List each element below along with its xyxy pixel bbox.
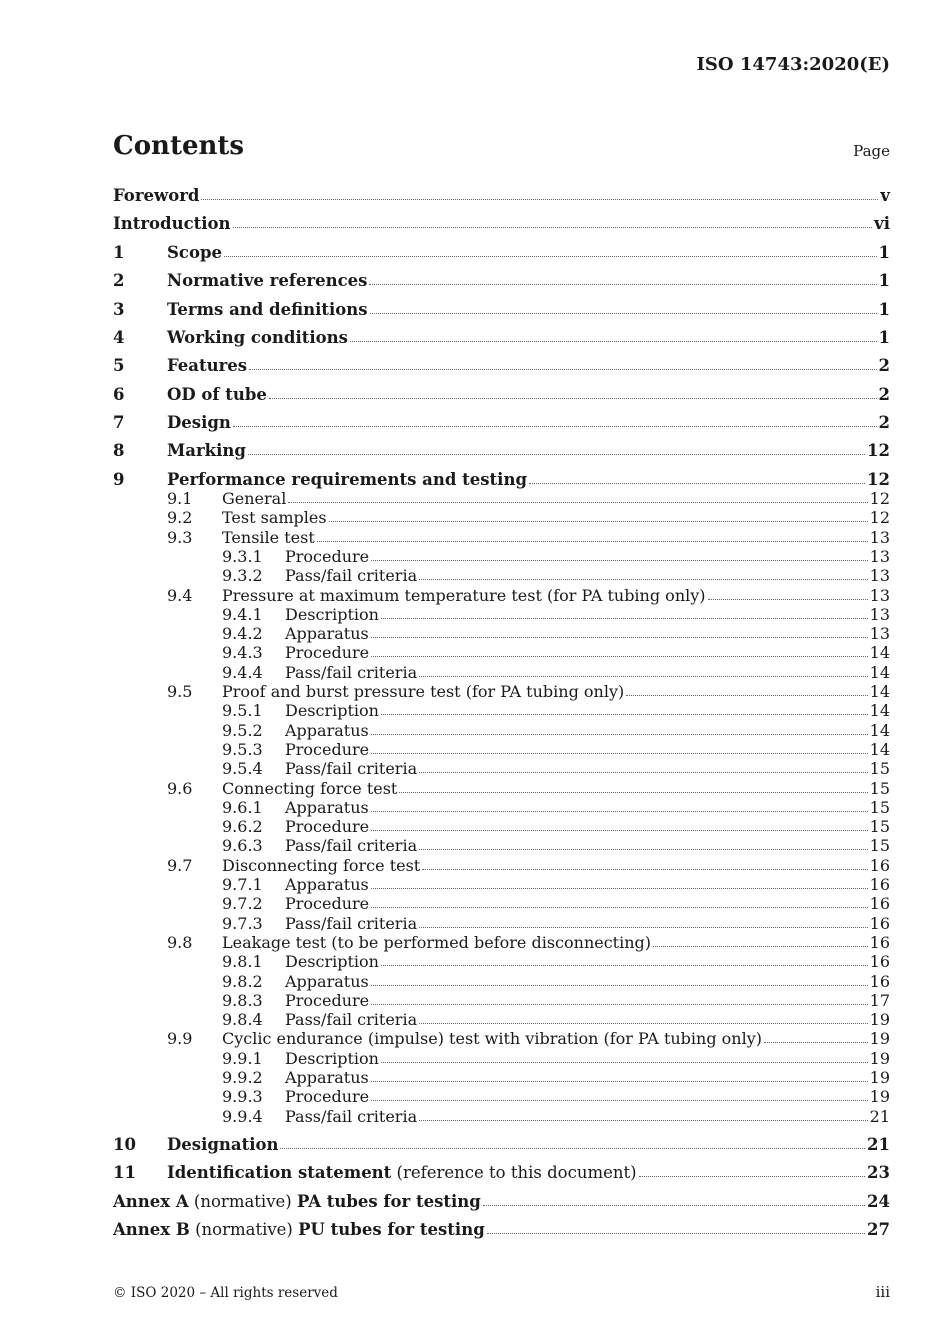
toc-entry-number: 9.9.3 xyxy=(222,1087,263,1107)
dot-leader xyxy=(371,636,868,638)
toc-entry-title xyxy=(285,914,417,934)
toc-entry-number: 4 xyxy=(113,328,125,347)
dot-leader xyxy=(288,501,867,503)
toc-entry-page: 23 xyxy=(867,1163,890,1183)
toc-entry-title-text: Pressure at maximum temperature test (for PA tubing only) xyxy=(222,585,706,605)
dot-leader xyxy=(371,733,868,735)
toc-entry-number: 9.3.1 xyxy=(222,546,263,566)
toc-entry-title-text: Pass/fail criteria xyxy=(285,1106,418,1126)
toc-entry[interactable] xyxy=(113,1220,890,1240)
toc-entry-title xyxy=(113,1220,485,1240)
toc-entry-annex-title: PA tubes for testing xyxy=(296,1191,481,1211)
toc-entry-page: 1 xyxy=(878,328,890,347)
toc-entry-title-text: Marking xyxy=(167,441,246,460)
toc-entry-title-text: Pass/fail criteria xyxy=(285,759,418,779)
toc-entry-page: 16 xyxy=(869,971,890,991)
toc-entry-title xyxy=(285,605,379,625)
document-id: ISO 14743:2020(E) xyxy=(696,54,890,75)
toc-entry-number: 9.3 xyxy=(167,527,193,547)
toc-entry-title-text: Apparatus xyxy=(285,720,369,740)
dot-leader xyxy=(626,694,867,696)
toc-entry-title xyxy=(167,356,247,376)
toc-entry-title-text: Proof and burst pressure test (for PA tubing only) xyxy=(222,682,625,701)
toc-entry-number: 9.9.4 xyxy=(222,1106,263,1126)
toc-entry-title xyxy=(222,856,420,876)
dot-leader xyxy=(249,368,876,370)
toc-entry-annex-title: PU tubes for testing xyxy=(298,1220,485,1240)
toc-entry-title xyxy=(222,1029,762,1049)
toc-entry-page: 16 xyxy=(869,875,890,894)
toc-entry-page: 14 xyxy=(869,662,890,682)
toc-entry-page: 14 xyxy=(869,720,890,740)
toc-entry-title-text: Normative references xyxy=(167,271,368,290)
toc-entry-title-text: Annex B xyxy=(113,1220,190,1240)
toc-entry-title xyxy=(285,1049,379,1069)
toc-entry-number: 9.1 xyxy=(167,489,193,508)
toc-entry-page: 2 xyxy=(878,385,890,404)
dot-leader xyxy=(764,1041,868,1043)
toc-entry-page: 1 xyxy=(878,300,890,319)
toc-entry[interactable] xyxy=(113,643,890,663)
toc-entry-page: 16 xyxy=(869,894,890,914)
toc-entry[interactable] xyxy=(113,356,890,376)
toc-entry-title-text: Procedure xyxy=(285,990,370,1010)
toc-entry-number: 9.6.3 xyxy=(222,836,263,856)
toc-entry-title-text: Procedure xyxy=(285,817,370,837)
toc-entry-number: 3 xyxy=(113,300,125,319)
dot-leader xyxy=(708,598,868,600)
toc-entry-title xyxy=(285,759,417,779)
dot-leader xyxy=(248,453,865,455)
dot-leader xyxy=(371,1080,868,1082)
toc-entry-title-text: Apparatus xyxy=(285,971,369,991)
toc-entry[interactable] xyxy=(113,243,890,263)
toc-entry-number: 6 xyxy=(113,385,125,404)
dot-leader xyxy=(529,482,865,484)
toc-entry[interactable] xyxy=(113,836,890,856)
toc-entry[interactable] xyxy=(113,663,890,683)
toc-entry-title xyxy=(285,721,369,741)
toc-entry[interactable] xyxy=(113,856,890,876)
toc-entry-title xyxy=(167,385,267,405)
toc-entry[interactable] xyxy=(113,586,890,606)
toc-entry-title xyxy=(167,441,246,461)
toc-entry[interactable] xyxy=(113,1107,890,1127)
toc-entry[interactable] xyxy=(113,721,890,741)
toc-entry-title xyxy=(222,779,397,799)
toc-entry-number: 9.8.3 xyxy=(222,990,263,1010)
toc-entry-number: 9.4 xyxy=(167,585,193,605)
toc-entry-page: 15 xyxy=(869,836,890,856)
dot-leader xyxy=(487,1232,865,1234)
toc-entry-title-text: Pass/fail criteria xyxy=(285,1010,418,1030)
toc-entry-annex-type: (normative) xyxy=(189,1220,299,1240)
toc-entry[interactable] xyxy=(113,624,890,644)
toc-entry-title xyxy=(222,528,315,548)
toc-entry-title xyxy=(285,972,369,992)
toc-entry-number: 9.6.1 xyxy=(222,797,263,817)
toc-entry-title xyxy=(285,1010,417,1030)
toc-entry-page: 21 xyxy=(869,1106,890,1126)
toc-entry-page: 13 xyxy=(869,546,890,566)
toc-entry-title-text: Introduction xyxy=(113,214,231,233)
toc-entry[interactable] xyxy=(113,1029,890,1049)
dot-leader xyxy=(371,1099,868,1101)
dot-leader xyxy=(371,559,868,561)
toc-entry-page: 27 xyxy=(867,1220,890,1240)
toc-entry[interactable] xyxy=(113,566,890,586)
dot-leader xyxy=(639,1175,865,1177)
toc-entry-page: 19 xyxy=(869,1087,890,1107)
toc-entry-page: 15 xyxy=(869,797,890,817)
toc-entry-number: 9.8.2 xyxy=(222,971,263,991)
toc-entry-title xyxy=(222,586,706,606)
toc-entry-title xyxy=(285,740,369,760)
toc-entry-number: 7 xyxy=(113,413,125,432)
toc-entry[interactable] xyxy=(113,1163,890,1183)
toc-entry[interactable] xyxy=(113,875,890,895)
toc-entry-title xyxy=(222,682,624,702)
toc-entry[interactable] xyxy=(113,441,890,461)
toc-entry-page: 13 xyxy=(869,566,890,586)
toc-entry-page: 19 xyxy=(869,1010,890,1030)
dot-leader xyxy=(317,540,868,542)
toc-entry[interactable] xyxy=(113,528,890,548)
toc-entry[interactable] xyxy=(113,470,890,490)
toc-entry-title-text: Procedure xyxy=(285,1087,370,1107)
toc-entry[interactable] xyxy=(113,894,890,914)
dot-leader xyxy=(371,887,868,889)
toc-entry-page: 12 xyxy=(867,470,890,489)
dot-leader xyxy=(269,397,877,399)
toc-entry-title xyxy=(167,300,368,320)
toc-entry-page: 19 xyxy=(869,1068,890,1087)
toc-entry-title xyxy=(222,933,651,953)
toc-entry[interactable] xyxy=(113,991,890,1011)
toc-entry-title xyxy=(285,643,369,663)
toc-entry-page: 16 xyxy=(869,855,890,875)
dot-leader xyxy=(419,926,868,928)
toc-entry-title-text: Tensile test xyxy=(222,527,315,547)
toc-entry-page: 13 xyxy=(869,527,890,547)
toc-entry-title-text: Designation xyxy=(167,1135,279,1154)
toc-entry-number: 9.4.3 xyxy=(222,643,263,663)
toc-entry-number: 9.7.2 xyxy=(222,894,263,914)
toc-entry[interactable] xyxy=(113,214,890,234)
toc-entry[interactable] xyxy=(113,300,890,320)
dot-leader xyxy=(419,771,868,773)
toc-entry-page: 24 xyxy=(867,1191,890,1211)
toc-entry[interactable] xyxy=(113,328,890,348)
toc-entry[interactable] xyxy=(113,817,890,837)
toc-entry-title xyxy=(167,1135,278,1155)
toc-entry[interactable] xyxy=(113,952,890,972)
toc-entry-number: 9.4.2 xyxy=(222,624,263,644)
dot-leader xyxy=(224,255,877,257)
toc-entry-number: 9 xyxy=(113,470,125,489)
toc-entry-number: 10 xyxy=(113,1135,136,1154)
toc-entry-title-text: Leakage test (to be performed before disconnecting) xyxy=(222,932,652,952)
toc-entry-page: 14 xyxy=(869,739,890,759)
toc-entry-number: 9.6 xyxy=(167,778,193,798)
toc-entry[interactable] xyxy=(113,489,890,509)
toc-entry-title-text: Description xyxy=(285,1048,379,1068)
toc-entry-title-text: Description xyxy=(285,604,379,624)
dot-leader xyxy=(419,1022,868,1024)
toc-entry-number: 9.9.2 xyxy=(222,1068,263,1087)
dot-leader xyxy=(369,283,876,285)
toc-entry-number: 1 xyxy=(113,243,125,262)
toc-entry[interactable] xyxy=(113,605,890,625)
toc-entry-number: 9.4.1 xyxy=(222,604,263,624)
toc-entry-number: 9.9.1 xyxy=(222,1048,263,1068)
toc-entry-page: 13 xyxy=(869,624,890,644)
toc-entry-page: 19 xyxy=(869,1029,890,1049)
toc-entry-annex-type: (normative) xyxy=(188,1191,297,1211)
toc-entry-title-text: Design xyxy=(167,413,231,432)
toc-entry-title-text: Procedure xyxy=(285,546,370,566)
toc-entry[interactable] xyxy=(113,1192,890,1212)
toc-entry[interactable] xyxy=(113,508,890,528)
dot-leader xyxy=(329,520,868,522)
toc-entry-title-text: Apparatus xyxy=(285,624,369,644)
toc-entry-title xyxy=(285,991,369,1011)
toc-entry-page: 1 xyxy=(878,271,890,290)
toc-entry-title xyxy=(113,186,199,206)
toc-entry-title-text: Annex A xyxy=(113,1191,189,1211)
toc-entry-number: 5 xyxy=(113,356,125,375)
toc-entry-title-text: Terms and definitions xyxy=(167,300,368,319)
dot-leader xyxy=(371,829,868,831)
dot-leader xyxy=(381,617,868,619)
toc-entry-number: 9.5.4 xyxy=(222,759,263,779)
dot-leader xyxy=(371,1003,868,1005)
dot-leader xyxy=(483,1204,865,1206)
toc-entry-title-text: Test samples xyxy=(222,508,327,528)
toc-entry-title-text: General xyxy=(222,489,287,508)
toc-entry-number: 9.4.4 xyxy=(222,662,263,682)
toc-entry-title xyxy=(285,1107,417,1127)
toc-entry-title xyxy=(285,817,369,837)
toc-entry-number: 9.5.1 xyxy=(222,701,263,721)
toc-entry-title xyxy=(285,894,369,914)
toc-entry-page: 19 xyxy=(869,1048,890,1068)
toc-entry-number: 9.8.1 xyxy=(222,952,263,972)
toc-entry-page: 21 xyxy=(867,1135,890,1154)
dot-leader xyxy=(350,340,877,342)
dot-leader xyxy=(280,1147,865,1149)
toc-entry-number: 9.5.3 xyxy=(222,739,263,759)
toc-entry-number: 9.2 xyxy=(167,508,193,528)
toc-entry-title-text: Performance requirements and testing xyxy=(167,470,527,489)
toc-entry-number: 9.7.1 xyxy=(222,875,263,894)
toc-entry-page: 2 xyxy=(878,413,890,432)
toc-entry-number: 9.7.3 xyxy=(222,913,263,933)
toc-entry-title-text: Connecting force test xyxy=(222,778,398,798)
toc-entry-title-text: Working conditions xyxy=(167,328,348,347)
dot-leader xyxy=(201,198,878,200)
toc-entry-title xyxy=(222,508,327,528)
toc-entry-title xyxy=(285,663,417,683)
toc-entry[interactable] xyxy=(113,798,890,818)
toc-entry-title xyxy=(285,547,369,567)
dot-leader xyxy=(381,1061,868,1063)
dot-leader xyxy=(371,752,868,754)
toc-entry[interactable] xyxy=(113,759,890,779)
toc-entry-page: 14 xyxy=(869,701,890,721)
dot-leader xyxy=(233,425,877,427)
toc-entry-title-text: Apparatus xyxy=(285,797,369,817)
toc-entry-number: 11 xyxy=(113,1163,136,1183)
toc-entry-title-note: (reference to this document) xyxy=(391,1163,637,1183)
toc-entry-number: 9.8 xyxy=(167,932,193,952)
toc-entry[interactable] xyxy=(113,385,890,405)
toc-entry-page: 15 xyxy=(869,817,890,837)
toc-entry-title-text: Pass/fail criteria xyxy=(285,662,418,682)
toc-entry-page: 13 xyxy=(869,604,890,624)
copyright-notice: © ISO 2020 – All rights reserved xyxy=(113,1285,338,1301)
toc-entry-number: 2 xyxy=(113,271,125,290)
toc-entry-page: 15 xyxy=(869,778,890,798)
toc-entry-title-text: Apparatus xyxy=(285,875,369,894)
toc-entry-title xyxy=(285,952,379,972)
toc-entry-title xyxy=(167,271,367,291)
dot-leader xyxy=(371,906,868,908)
toc-entry-page: 15 xyxy=(869,759,890,779)
toc-entry-title-text: Pass/fail criteria xyxy=(285,913,418,933)
toc-entry-page: vi xyxy=(874,214,890,233)
toc-entry-number: 9.9 xyxy=(167,1029,193,1049)
toc-entry-title-text: Cyclic endurance (impulse) test with vibration (for PA tubing only) xyxy=(222,1029,762,1049)
toc-entry-number: 9.8.4 xyxy=(222,1010,263,1030)
toc-entry[interactable] xyxy=(113,271,890,291)
toc-entry-title xyxy=(285,836,417,856)
toc-entry-page: 14 xyxy=(869,682,890,701)
toc-entry-title xyxy=(167,413,231,433)
toc-entry-title xyxy=(285,1087,369,1107)
toc-entry-title xyxy=(285,624,369,644)
toc-entry-title xyxy=(285,701,379,721)
dot-leader xyxy=(419,1119,868,1121)
toc-entry-page: 17 xyxy=(869,990,890,1010)
toc-entry-number: 9.3.2 xyxy=(222,566,263,586)
toc-entry[interactable] xyxy=(113,1068,890,1088)
dot-leader xyxy=(370,312,877,314)
toc-entry-title xyxy=(113,1192,481,1212)
toc-entry[interactable] xyxy=(113,701,890,721)
toc-entry-title xyxy=(167,243,222,263)
dot-leader xyxy=(399,791,867,793)
dot-leader xyxy=(381,713,868,715)
toc-entry-title-text: Pass/fail criteria xyxy=(285,836,418,856)
toc-entry-number: 9.7 xyxy=(167,855,193,875)
toc-entry-title-text: Features xyxy=(167,356,248,375)
toc-entry-page: 2 xyxy=(878,356,890,375)
toc-entry-title-text: Description xyxy=(285,701,379,721)
toc-entry-title-text: Procedure xyxy=(285,739,370,759)
toc-entry-title-text: Description xyxy=(285,952,379,972)
toc-entry-page: 14 xyxy=(869,643,890,663)
toc-entry-number: 9.5 xyxy=(167,682,193,701)
toc-entry-page: 12 xyxy=(867,441,890,460)
toc-entry[interactable] xyxy=(113,682,890,702)
toc-entry-title-text: Procedure xyxy=(285,643,370,663)
toc-entry-title xyxy=(285,566,417,586)
toc-entry-page: 1 xyxy=(878,243,890,262)
toc-entry-title-text: Foreword xyxy=(113,186,200,205)
toc-entry-page: v xyxy=(880,186,890,205)
dot-leader xyxy=(371,655,868,657)
dot-leader xyxy=(381,964,868,966)
dot-leader xyxy=(233,226,873,228)
toc-entry-page: 16 xyxy=(869,932,890,952)
toc-entry[interactable] xyxy=(113,933,890,953)
toc-entry-title-text: Procedure xyxy=(285,894,370,914)
toc-entry-title-text: Apparatus xyxy=(285,1068,369,1087)
toc-entry-page: 16 xyxy=(869,913,890,933)
dot-leader xyxy=(419,675,868,677)
toc-entry-title xyxy=(285,875,369,895)
toc-entry-title-text: Scope xyxy=(167,243,223,262)
toc-entry[interactable] xyxy=(113,914,890,934)
toc-entry-page: 12 xyxy=(869,489,890,508)
toc-entry-title xyxy=(285,1068,369,1088)
toc-entry-title xyxy=(167,1163,637,1183)
page-number: iii xyxy=(875,1283,890,1301)
toc-entry-title xyxy=(222,489,286,509)
toc-entry[interactable] xyxy=(113,972,890,992)
dot-leader xyxy=(419,578,868,580)
toc-entry-title-text: Identification statement xyxy=(167,1163,392,1183)
toc-entry[interactable] xyxy=(113,1010,890,1030)
toc-entry-number: 9.5.2 xyxy=(222,720,263,740)
dot-leader xyxy=(419,848,868,850)
toc-entry[interactable] xyxy=(113,779,890,799)
dot-leader xyxy=(371,984,868,986)
toc-entry-title-text: Disconnecting force test xyxy=(222,855,421,875)
dot-leader xyxy=(371,810,868,812)
page-column-label: Page xyxy=(853,142,890,160)
dot-leader xyxy=(422,868,867,870)
toc-entry[interactable] xyxy=(113,547,890,567)
dot-leader xyxy=(653,945,868,947)
page-title: Contents xyxy=(113,131,245,161)
toc-entry-title xyxy=(167,470,527,490)
toc-entry-title-text: Pass/fail criteria xyxy=(285,566,418,586)
toc-entry-title xyxy=(113,214,231,234)
toc-entry-page: 13 xyxy=(869,585,890,605)
toc-entry-page: 16 xyxy=(869,952,890,972)
toc-entry[interactable] xyxy=(113,413,890,433)
toc-entry[interactable] xyxy=(113,1135,890,1155)
toc-entry[interactable] xyxy=(113,1049,890,1069)
toc-entry-page: 12 xyxy=(869,508,890,528)
toc-entry[interactable] xyxy=(113,1087,890,1107)
toc-entry-title-text: OD of tube xyxy=(167,385,267,404)
toc-entry-title xyxy=(167,328,348,348)
toc-entry[interactable] xyxy=(113,740,890,760)
toc-entry-number: 9.6.2 xyxy=(222,817,263,837)
toc-entry[interactable] xyxy=(113,186,890,206)
toc-entry-title xyxy=(285,798,369,818)
toc-entry-number: 8 xyxy=(113,441,125,460)
